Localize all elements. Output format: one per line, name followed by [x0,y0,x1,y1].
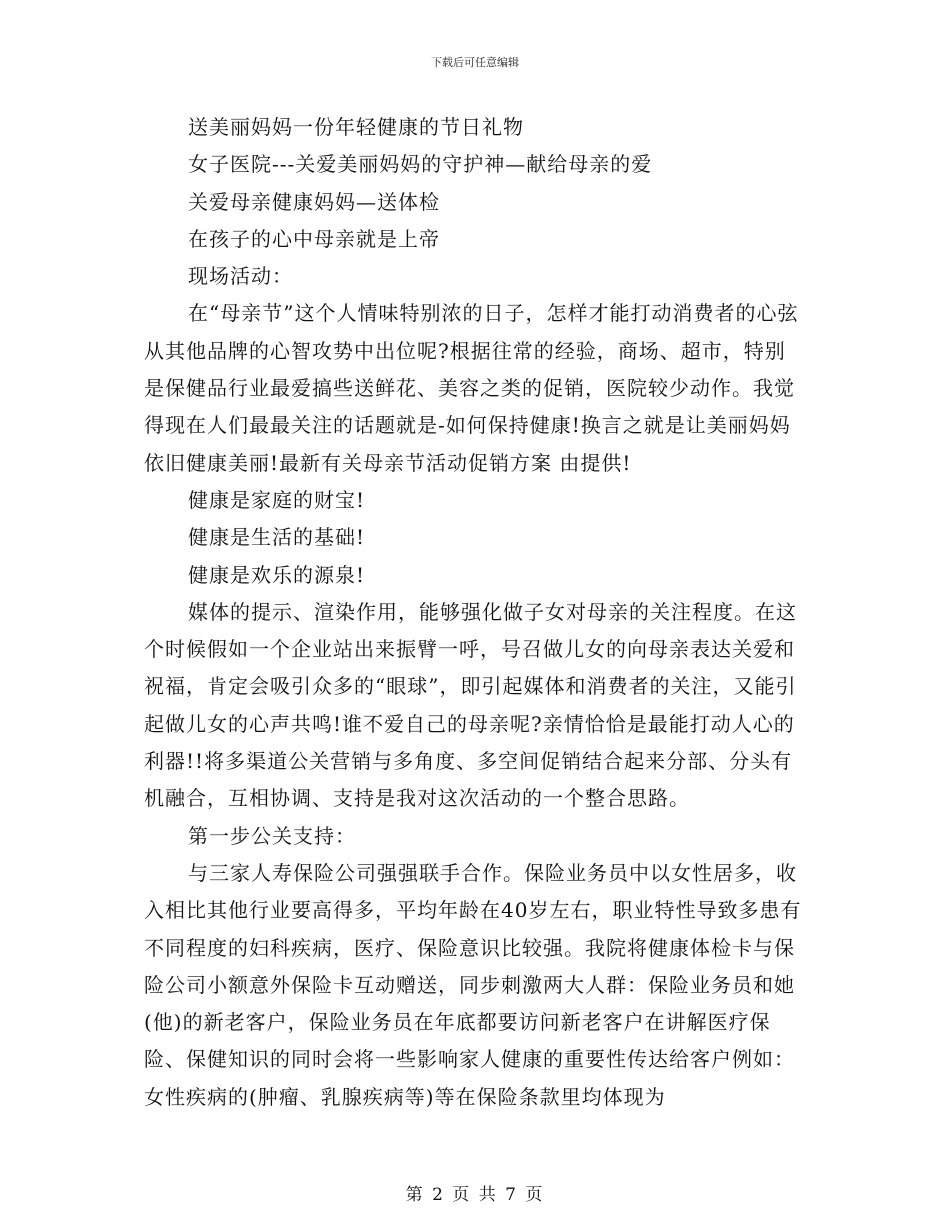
slogan-2: 健康是生活的基础! [188,525,366,550]
slogan-3: 健康是欢乐的源泉! [188,562,366,587]
document-body [144,109,804,1116]
page-footer: 第 2 页 共 7 页 [405,1185,545,1205]
page-header: 下载后可任意编辑 [431,56,519,69]
slogan-1: 健康是家庭的财宝! [188,487,366,512]
paragraph-mothers-day: 在“母亲节”这个人情味特别浓的日子，怎样才能打动消费者的心弦从其他品牌的心智攻势中出位呢?根据往常的经验，商场、超市，特别是保健品行业最爱搞些送鲜花、美容之类的促销，医院较少动作。我觉得现在人们最最关注的话题就是-如何保持健康!换言之就是让美丽妈妈依旧健康美丽!最新有关母亲节活动促销方案 由提供! [144,301,799,475]
section-heading-step1: 第一步公关支持： [188,823,356,848]
paragraph-title-1: 送美丽妈妈一份年轻健康的节日礼物 [188,115,524,139]
paragraph-title-2: 女子医院---关爱美丽妈妈的守护神—献给母亲的爱 [188,152,653,177]
paragraph-title-4: 在孩子的心中母亲就是上帝 [188,226,440,251]
paragraph-insurance: 与三家人寿保险公司强强联手合作。保险业务员中以女性居多，收入相比其他行业要高得多，平均年龄在40岁左右，职业特性导致多患有不同程度的妇科疾病，医疗、保险意识比较强。我院将健康体检卡与保险公司小额意外保险卡互动赠送，同步刺激两大人群：保险业务员和她(他)的新老客户，保险业务员在年底都要访问新老客户在讲解医疗保险、保健知识的同时会将一些影响家人健康的重要性传达给客户例如：女性疾病的(肿瘤、乳腺疾病等)等在保险条款里均体现为 [144,860,802,1109]
paragraph-title-3: 关爱母亲健康妈妈—送体检 [188,189,440,214]
paragraph-media: 媒体的提示、渲染作用，能够强化做子女对母亲的关注程度。在这个时候假如一个企业站出来振臂一呼，号召做儿女的向母亲表达关爱和祝福，肯定会吸引众多的“眼球”，即引起媒体和消费者的关注，又能引起做儿女的心声共鸣!谁不爱自己的母亲呢?亲情恰恰是最能打动人心的利器!!将多渠道公关营销与多角度、多空间促销结合起来分部、分头有机融合，互相协调、支持是我对这次活动的一个整合思路。 [144,599,797,811]
section-heading-onsite: 现场活动： [188,264,293,289]
